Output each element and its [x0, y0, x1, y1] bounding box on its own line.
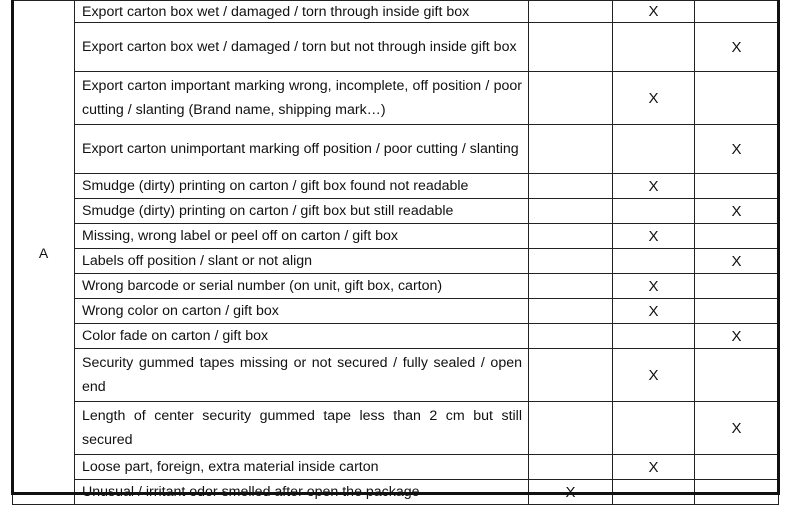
major-mark	[613, 402, 695, 455]
table-row	[13, 349, 779, 402]
table-row	[13, 274, 779, 299]
critical-mark	[529, 1, 613, 23]
minor-mark: X	[695, 402, 779, 455]
table-row	[13, 402, 779, 455]
major-mark: X	[613, 349, 695, 402]
minor-mark	[695, 349, 779, 402]
table-left-border	[11, 0, 14, 495]
major-mark: X	[613, 224, 695, 249]
table-row	[13, 249, 779, 274]
critical-mark	[529, 23, 613, 72]
minor-mark: X	[695, 199, 779, 224]
table-row	[13, 455, 779, 480]
major-mark	[613, 324, 695, 349]
minor-mark: X	[695, 23, 779, 72]
defect-description: Export carton unimportant marking off position / poor cutting / slanting	[75, 125, 529, 174]
minor-mark	[695, 274, 779, 299]
table-row	[13, 174, 779, 199]
major-mark: X	[613, 1, 695, 23]
category-cell	[13, 1, 75, 505]
table-row	[13, 199, 779, 224]
category-label: A	[38, 244, 49, 261]
table-row	[13, 23, 779, 72]
minor-mark	[695, 455, 779, 480]
defect-description: Export carton box wet / damaged / torn but not through inside gift box	[75, 23, 529, 72]
defect-description: Loose part, foreign, extra material inside carton	[75, 455, 529, 480]
defect-description: Smudge (dirty) printing on carton / gift box found not readable	[75, 174, 529, 199]
table-row	[13, 72, 779, 125]
table-bottom-border	[12, 492, 780, 495]
table-body	[13, 1, 779, 505]
defect-description: Security gummed tapes missing or not secured / fully sealed / open end	[75, 349, 529, 402]
defect-description: Wrong color on carton / gift box	[75, 299, 529, 324]
major-mark: X	[613, 299, 695, 324]
major-mark	[613, 23, 695, 72]
table-row	[13, 1, 779, 23]
critical-mark	[529, 125, 613, 174]
defect-description: Length of center security gummed tape less than 2 cm but still secured	[75, 402, 529, 455]
minor-mark: X	[695, 125, 779, 174]
defect-description: Missing, wrong label or peel off on carton / gift box	[75, 224, 529, 249]
table-row	[13, 324, 779, 349]
critical-mark	[529, 174, 613, 199]
table-row	[13, 125, 779, 174]
minor-mark: X	[695, 249, 779, 274]
table-row	[13, 224, 779, 249]
critical-mark	[529, 199, 613, 224]
defect-description: Smudge (dirty) printing on carton / gift box but still readable	[75, 199, 529, 224]
minor-mark: X	[695, 324, 779, 349]
major-mark: X	[613, 174, 695, 199]
critical-mark	[529, 324, 613, 349]
defect-description: Wrong barcode or serial number (on unit, gift box, carton)	[75, 274, 529, 299]
defect-description: Export carton important marking wrong, incomplete, off position / poor cutting / slanting (Brand name, shipping mark…)	[75, 72, 529, 125]
major-mark: X	[613, 274, 695, 299]
major-mark: X	[613, 72, 695, 125]
defect-description: Labels off position / slant or not align	[75, 249, 529, 274]
major-mark	[613, 125, 695, 174]
critical-mark	[529, 72, 613, 125]
critical-mark	[529, 224, 613, 249]
major-mark: X	[613, 455, 695, 480]
major-mark	[613, 249, 695, 274]
critical-mark	[529, 349, 613, 402]
table-row	[13, 299, 779, 324]
critical-mark	[529, 274, 613, 299]
minor-mark	[695, 1, 779, 23]
table-right-border	[777, 0, 780, 495]
critical-mark	[529, 249, 613, 274]
minor-mark	[695, 174, 779, 199]
critical-mark	[529, 455, 613, 480]
critical-mark	[529, 402, 613, 455]
minor-mark	[695, 299, 779, 324]
minor-mark	[695, 224, 779, 249]
defect-description: Export carton box wet / damaged / torn through inside gift box	[75, 1, 529, 23]
critical-mark	[529, 299, 613, 324]
minor-mark	[695, 72, 779, 125]
defect-classification-table	[12, 0, 779, 505]
defect-description: Color fade on carton / gift box	[75, 324, 529, 349]
major-mark	[613, 199, 695, 224]
